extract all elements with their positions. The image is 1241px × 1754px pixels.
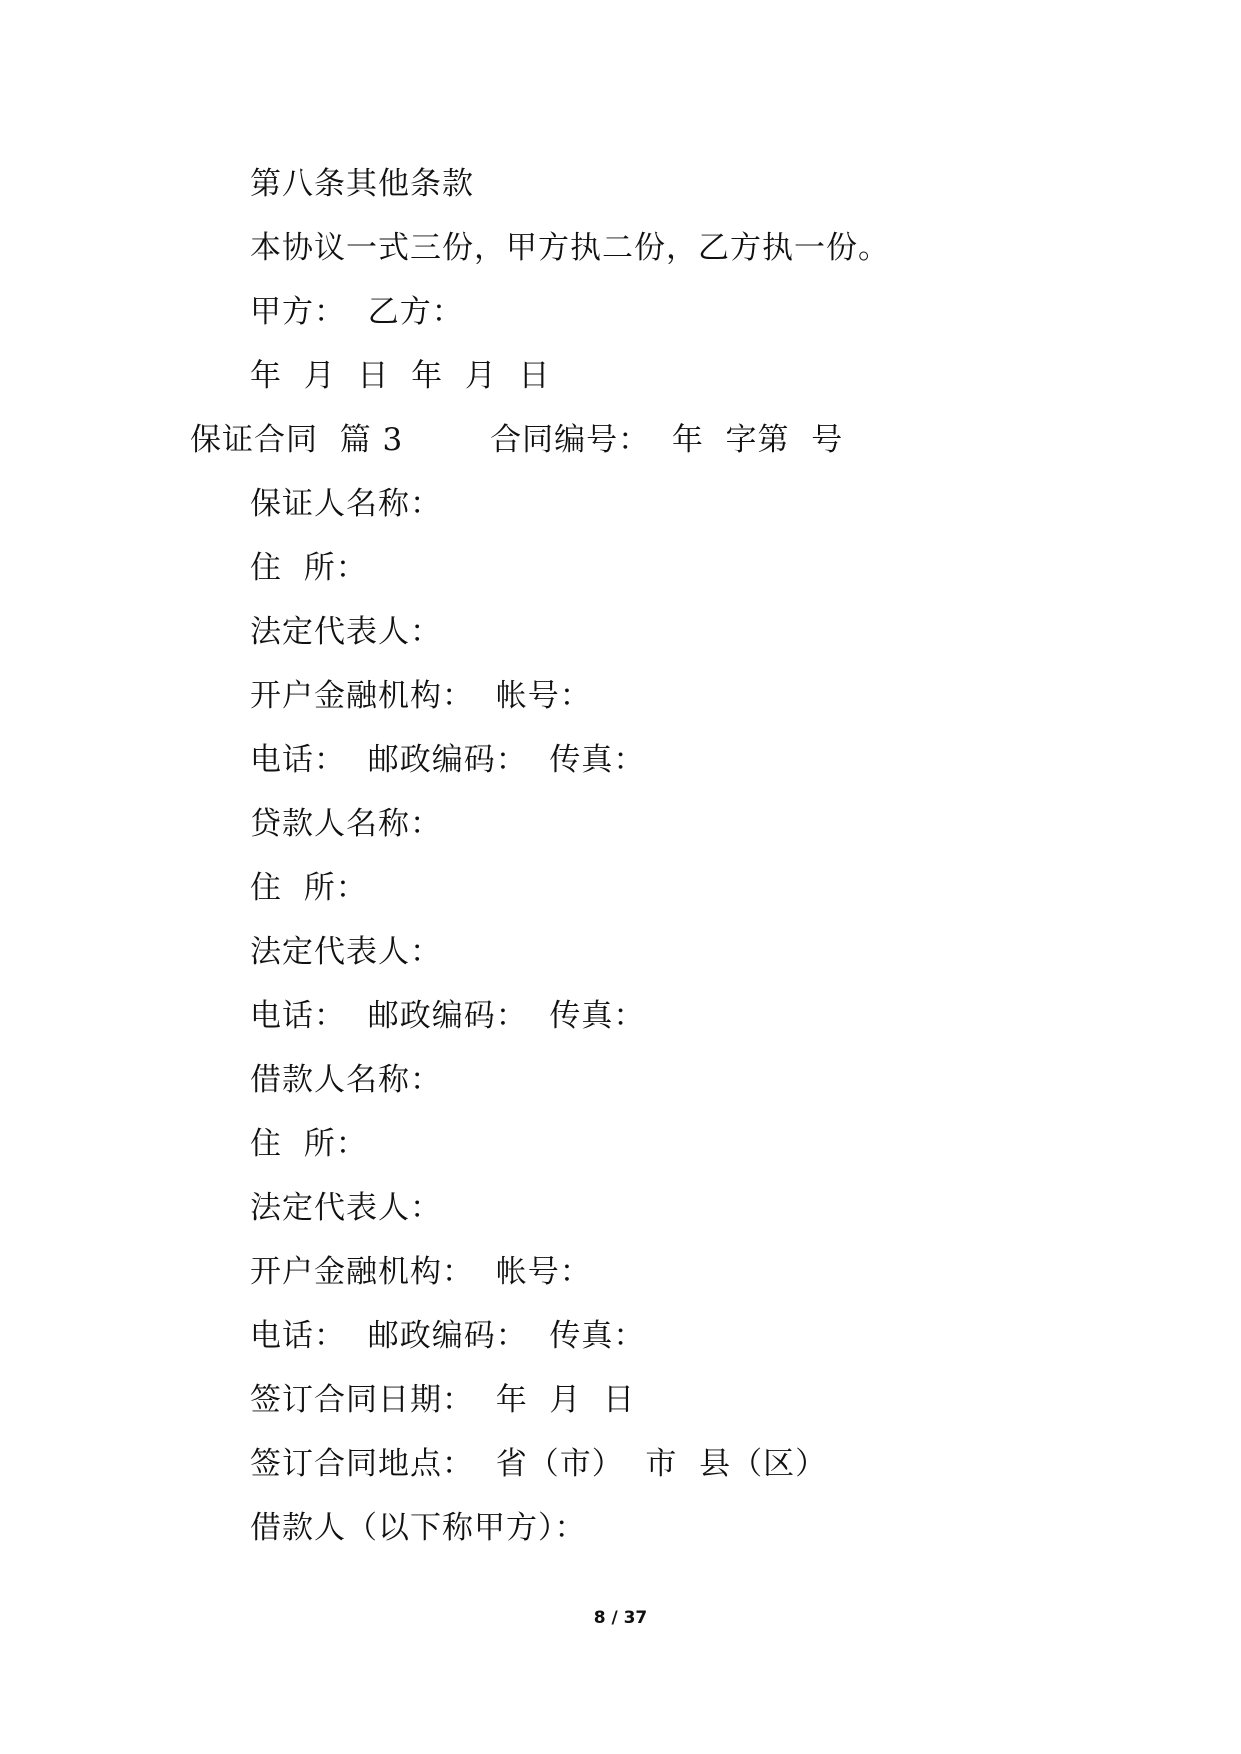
- lender-contact-field: 电话： 邮政编码： 传真：: [250, 998, 646, 1034]
- borrower-party-a: 借款人（以下称甲方）：: [250, 1510, 587, 1546]
- signing-place-field: 签订合同地点： 省（市） 市 县（区）: [250, 1446, 828, 1482]
- lender-address-field: 住 所：: [250, 870, 368, 906]
- guarantor-address-field: 住 所：: [250, 550, 368, 586]
- copies-clause: 本协议一式三份，甲方执二份，乙方执一份。: [250, 230, 890, 266]
- guarantor-contact-field: 电话： 邮政编码： 传真：: [250, 742, 646, 778]
- signature-dates: 年 月 日 年 月 日: [250, 358, 551, 394]
- contract-title: 保证合同 篇 3 合同编号： 年 字第 号: [190, 422, 844, 458]
- signing-date-field: 签订合同日期： 年 月 日: [250, 1382, 636, 1418]
- article-8-heading: 第八条其他条款: [250, 166, 474, 202]
- lender-representative-field: 法定代表人：: [250, 934, 442, 970]
- guarantor-representative-field: 法定代表人：: [250, 614, 442, 650]
- borrower-contact-field: 电话： 邮政编码： 传真：: [250, 1318, 646, 1354]
- guarantor-bank-field: 开户金融机构： 帐号：: [250, 678, 592, 714]
- borrower-name-field: 借款人名称：: [250, 1062, 442, 1098]
- signature-parties: 甲方： 乙方：: [250, 294, 464, 330]
- borrower-representative-field: 法定代表人：: [250, 1190, 442, 1226]
- lender-name-field: 贷款人名称：: [250, 806, 442, 842]
- borrower-bank-field: 开户金融机构： 帐号：: [250, 1254, 592, 1290]
- borrower-address-field: 住 所：: [250, 1126, 368, 1162]
- page-number: 8 / 37: [593, 1608, 648, 1628]
- guarantor-name-field: 保证人名称：: [250, 486, 442, 522]
